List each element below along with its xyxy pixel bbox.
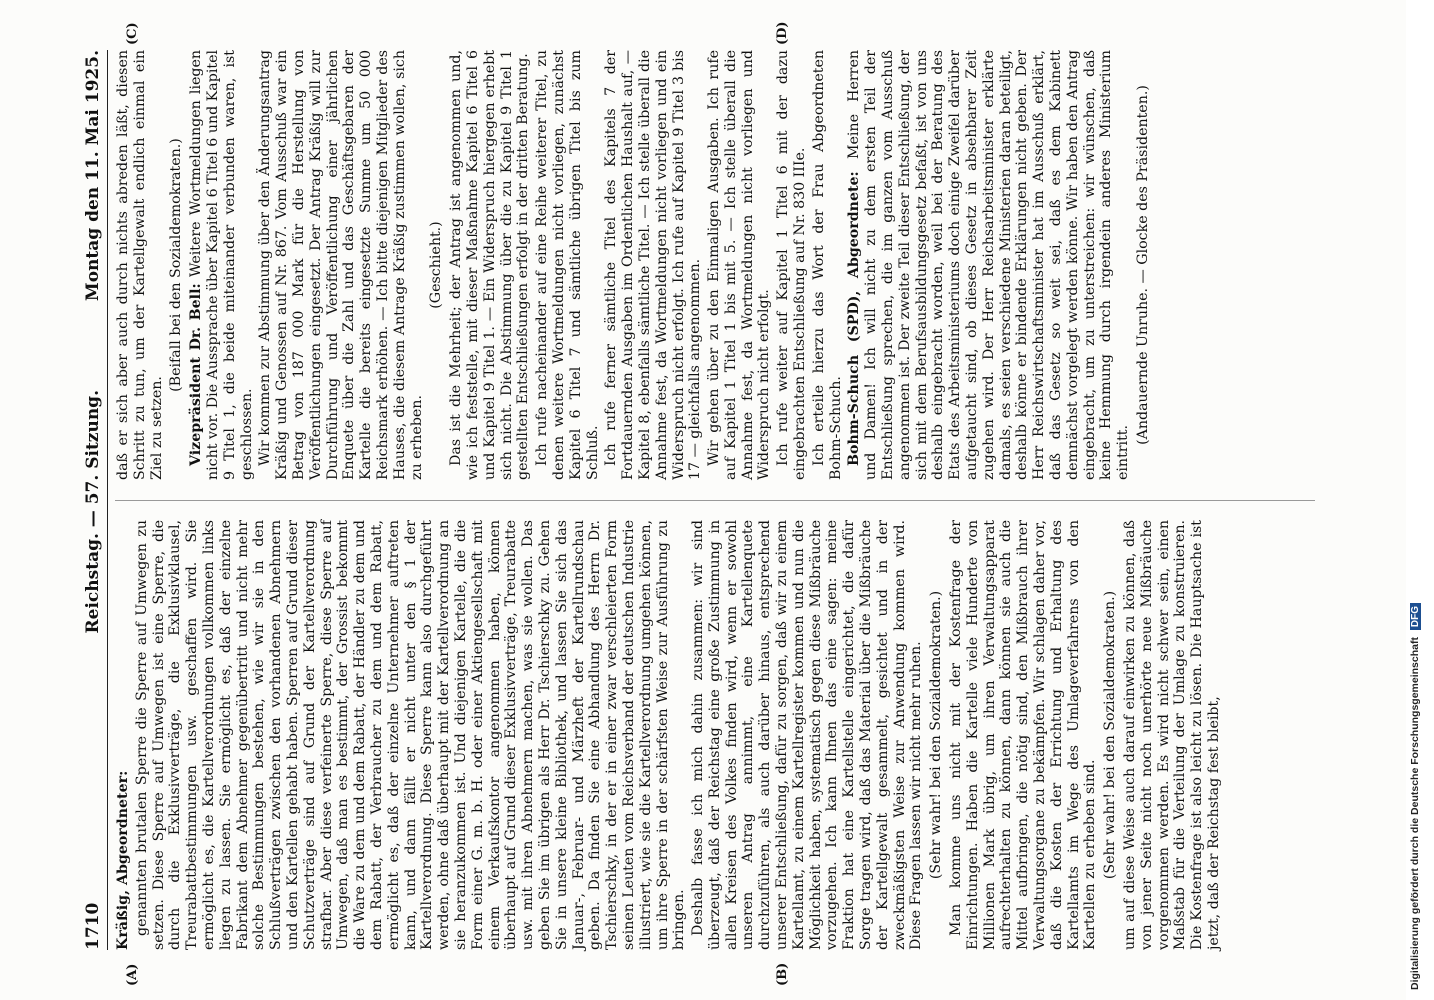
digitization-credit: Digitalisierung gefördert durch die Deutsche Forschungsgemeinschaft DFG [1409,603,1421,990]
digitization-sidebar [1406,0,1434,1000]
left-column [115,520,1225,950]
session-title: Reichstag. — 57. Sitzung. [83,390,103,634]
margin-marker-d: (D) [775,21,790,45]
dfg-logo: DFG [1410,603,1421,630]
paragraph: Ich rufe nacheinander auf eine Reihe weiterer Titel, zu denen weitere Wortmeldungen nicht vorliegen, zunächst Kapitel 6 Titel 7 und sämtliche übrigen Titel bis zum Schluß. [534,50,601,480]
paragraph: Wir kommen zur Abstimmung über den Änderungsantrag Kräßig und Genossen auf Nr. 867. Vom Ausschuß war ein Betrag von 187 000 Mark für die Herstellung von Veröffentlichungen eingesetzt. Der Antrag Kräßig will zur Durchführung und Veröffentlichung einer jährlichen Enquete über die Zahl und das Geschäftsgebaren der Kartelle die bereits eingesetzte Summe um 50 000 Reichsmark erhöhen. — Ich bitte diejenigen Mitglieder des Hauses, die diesem Antrage Kräßig zustimmen wollen, sich zu erheben. [257,50,425,480]
speaker-bohm-schuch: Bohm-Schuch (SPD), Abgeordnete: Meine Herren und Damen! Ich will nicht zu dem ersten Teil der Entschließung sprechen, die im ganzen vom Ausschuß angenommen ist. Der zweite Teil dieser Entschließung, der sich mit dem Berufsausbildungsgesetz befaßt, ist von uns deshalb eingebracht worden, weil bei der Beratung des Etats des Arbeitsministeriums doch einige Zweifel darüber aufgetaucht sind, ob dieses Gesetz in absehbarer Zeit zugehen wird. Der Herr Reichsarbeitsminister erklärte damals, es seien verschiedene Ministerien daran beteiligt, deshalb könne er bindende Erklärungen nicht geben. Der Herr Reichswirtschaftsminister hat im Ausschuß erklärt, daß das Gesetz so weit sei, daß es dem Kabinett demnächst vorgelegt werden könne. Wir haben den Antrag eingebracht, um zu unterstreichen: wir wünschen, daß keine Hemmung durch irgendein anderes Ministerium eintritt. [846,50,1132,480]
interjection: (Andauernde Unruhe. — Glocke des Präsidenten.) [1135,85,1152,445]
paragraph: genannten brutalen Sperre die Sperre auf Umwegen zu setzen. Diese Sperre auf Umwegen ist eine Sperre, die durch die Exklusivverträge, die Exklusivklausel, Treurabattbestimmungen usw. geschaffen wird. Sie ermöglicht es, die Kartellverordnungen vollkommen links liegen zu lassen. Sie ermöglicht es, daß der einzelne Fabrikant dem Abnehmer gegenübertritt und nicht mehr solche Bestimmungen bestehen, wie wir sie in den Schlußverträgen zwischen den vorhandenen Abnehmern und den Kartellen gehabt haben. Sperren auf Grund dieser Schutzverträge sind auf Grund der Kartellverordnung strafbar. Aber diese verfeinerte Sperre, diese Sperre auf Umwegen, daß man es bestimmt, der Grossist bekommt die Ware zu dem und dem Rabatt, der Händler zu dem und dem Rabatt, der Verbraucher zu dem und dem Rabatt, ermöglicht es, daß der einzelne Unternehmer auftreten kann, und dann fällt er nicht unter den § 1 der Kartellverordnung. Diese Sperre kann also durchgeführt werden, ohne daß überhaupt mit der Kartellverordnung an sie heranzukommen ist. Und diejenigen Kartelle, die die Form einer G. m. b. H. oder einer Aktiengesellschaft mit einem Verkaufskontor angenommen haben, können überhaupt auf Grund dieser Exklusivverträge, Treurabatte usw. mit ihren Abnehmern machen, was sie wollen. Das geben Sie im übrigen als Herr Dr. Tschierschky zu. Gehen Sie in unsere kleine Bibliothek, und lassen Sie sich das Januar-, Februar- und Märzheft der Kartellrundschau geben. Da finden Sie eine Abhandlung des Herrn Dr. Tschierschky, in der er in einer zwar verschleierten Form seinen Leuten vom Reichsverband der deutschen Industrie illustriert, wie sie die Kartellverordnung umgehen können, um ihre Sperre in der schärfsten Weise zur Ausführung zu bringen. [133,520,688,950]
margin-marker-a: (A) [125,963,140,986]
paragraph: Ich erteile hierzu das Wort der Frau Abgeordneten Bohm-Schuch. [810,50,844,480]
interjection: (Beifall bei den Sozialdemokraten.) [168,138,185,392]
paragraph: Ich rufe weiter auf Kapitel 1 Titel 6 mit der dazu eingebrachten Entschließung auf Nr. 830 IIIe. [775,50,809,480]
interjection: (Geschieht.) [428,221,445,309]
rotated-page-content [83,21,1335,986]
date-header: Montag den 11. Mai 1925. [83,50,103,302]
paragraph: um auf diese Weise auch darauf einwirken zu können, daß von jener Seite nicht noch unerhörte neue Mißbräuche vorgenommen werden. Es wird nicht schwer sein, einen Maßstab für die Verteilung der Umlage zu konstruieren. Die Kostenfrage ist also leicht zu lösen. Die Hauptsache ist jetzt, daß der Reichstag fest bleibt, [1122,520,1222,950]
column-divider [115,500,1315,501]
interjection: (Sehr wahr! bei den Sozialdemokraten.) [1102,590,1119,880]
margin-marker-b: (B) [775,962,790,986]
margin-marker-c: (C) [125,22,140,45]
interjection: (Sehr wahr! bei den Sozialdemokraten.) [928,590,945,880]
page-number: 1710 [83,902,103,950]
paragraph: daß er sich aber auch durch nichts abreden läßt, diesen Schritt zu tun, um der Kartellgewalt endlich einmal ein Ziel zu setzen. [115,50,165,480]
paragraph: Deshalb fasse ich mich dahin zusammen: wir sind überzeugt, daß der Reichstag eine große Zustimmung in allen Kreisen des Volkes finden wird, wenn er sowohl unseren Antrag annimmt, eine Kartellenquete durchzuführen, als auch darüber hinaus, entsprechend unserer Entschließung, dafür zu sorgen, daß wir zu einem Kartellamt, zu einem Kartellregister kommen und nun die Möglichkeit haben, systematisch gegen diese Mißbräuche vorzugehen. Ich kann Ihnen das eine sagen: meine Fraktion hat eine Kartellstelle eingerichtet, die dafür Sorge tragen wird, daß das Material über die Mißbräuche der Kartellgewalt gesammelt, gesichtet und in der zweckmäßigsten Weise zur Anwendung kommen wird. Diese Fragen lassen wir nicht mehr ruhen. [690,520,925,950]
paragraph: Man komme uns nicht mit der Kostenfrage der Einrichtungen. Haben die Kartelle viele Hunderte von Millionen Mark übrig, um ihren Verwaltungsapparat aufrechterhalten zu können, dann können sie auch die Mittel aufbringen, die nötig sind, den Mißbrauch ihrer Verwaltungsorgane zu bekämpfen. Wir schlagen daher vor, daß die Kosten der Errichtung und Erhaltung des Kartellamts im Wege des Umlageverfahrens von den Kartellen zu erheben sind. [948,520,1099,950]
page-header [85,50,108,950]
right-column [115,50,1155,480]
paragraph: Das ist die Mehrheit; der Antrag ist angenommen und, wie ich feststelle, mit dieser Maßnahme Kapitel 6 Titel 6 und Kapitel 9 Titel 1. — Ein Widerspruch hiergegen erhebt sich nicht. Die Abstimmung über die zu Kapitel 9 Titel 1 gestellten Entschließungen erfolgt in der dritten Beratung. [448,50,532,480]
speaker-kraessig: Kräßig, Abgeordneter: [115,770,131,950]
speaker-bell: Vizepräsident Dr. Bell: Weitere Wortmeldungen liegen nicht vor. Die Aussprache über Kapitel 6 Titel 6 und Kapitel 9 Titel 1, die beide miteinander verbunden waren, ist geschlossen. [188,49,255,480]
paragraph: Ich rufe ferner sämtliche Titel des Kapitels 7 der Fortdauernden Ausgaben im Ordentlichen Haushalt auf, — Kapitel 8, ebenfalls sämtliche Titel. — Ich stelle überall die Annahme fest, da Wortmeldungen nicht vorliegen und ein Widerspruch nicht erfolgt. Ich rufe auf Kapitel 9 Titel 3 bis 17 — gleichfalls angenommen. [603,50,704,480]
paragraph: Wir gehen über zu den Einmaligen Ausgaben. Ich rufe auf Kapitel 1 Titel 1 bis mit 5. — Ich stelle überall die Annahme fest, da Wortmeldungen nicht vorliegen und Widerspruch nicht erfolgt. [706,50,773,480]
